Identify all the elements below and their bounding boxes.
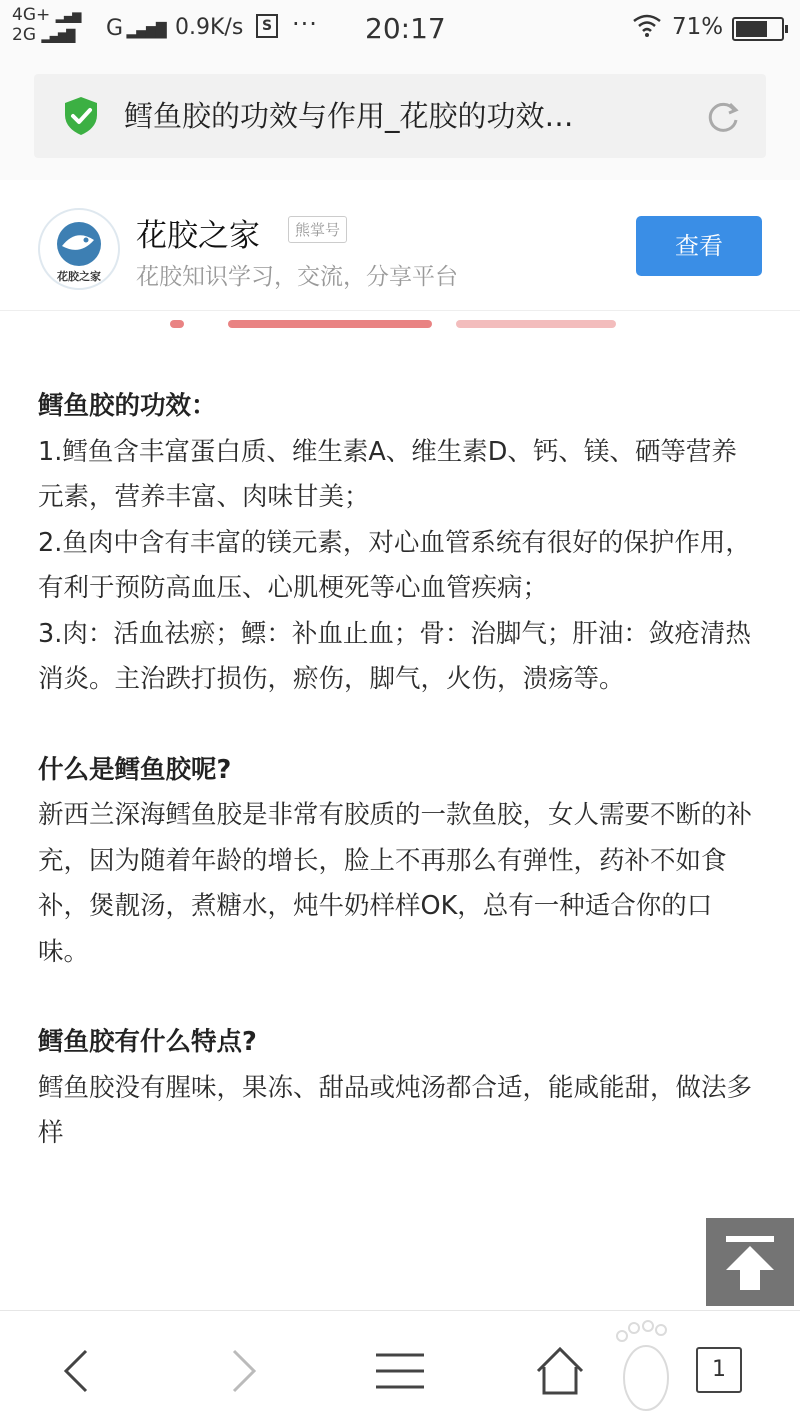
view-button[interactable]: 查看 bbox=[636, 216, 762, 276]
battery-percent: 71% bbox=[672, 14, 724, 40]
more-notifications-icon: ··· bbox=[292, 10, 318, 38]
network-2g-label: 2G bbox=[12, 25, 36, 45]
address-bar[interactable] bbox=[34, 74, 766, 158]
logo-text: 花胶之家 bbox=[57, 270, 101, 283]
account-name[interactable]: 花胶之家 bbox=[136, 218, 260, 254]
decorative-smudge bbox=[456, 320, 616, 328]
carrier-signal: G ▂▄▆█ bbox=[106, 16, 166, 41]
decorative-smudge bbox=[228, 320, 432, 328]
section-paragraph: 2.鱼肉中含有丰富的镁元素，对心血管系统有很好的保护作用，有利于预防高血压、心肌梗死等心血管疾病； bbox=[38, 527, 751, 603]
battery-fill bbox=[736, 21, 767, 37]
page-title[interactable]: 鳕鱼胶的功效与作用_花胶的功效… bbox=[124, 99, 574, 133]
wifi-icon bbox=[632, 13, 662, 43]
network-indicator: 4G+ ▂▄▆ 2G ▂▄▆█ bbox=[12, 5, 81, 45]
section-paragraph: 新西兰深海鳕鱼胶是非常有胶质的一款鱼胶，女人需要不断的补充，因为随着年龄的增长，脸上不再那么有弹性，药补不如食补，煲靓汤，煮糖水，炖牛奶样样OK，总有一种适合你的口味。 bbox=[38, 800, 753, 967]
section-heading: 鳕鱼胶有什么特点? bbox=[38, 1027, 257, 1057]
status-bar bbox=[0, 0, 800, 60]
browser-toolbar bbox=[0, 60, 800, 180]
account-header bbox=[0, 180, 800, 311]
carrier-label: G bbox=[106, 16, 124, 41]
section-heading: 什么是鳕鱼胶呢? bbox=[38, 754, 232, 785]
network-speed: 0.9K/s bbox=[175, 15, 244, 40]
decorative-smudge bbox=[170, 320, 184, 328]
section-paragraph: 1.鳕鱼含丰富蛋白质、维生素A、维生素D、钙、镁、硒等营养元素，营养丰富、肉味甘美； bbox=[38, 436, 737, 512]
account-logo[interactable] bbox=[38, 208, 120, 290]
article-content bbox=[38, 384, 760, 1157]
s-app-icon: S bbox=[256, 14, 278, 38]
section-paragraph: 鳕鱼胶没有腥味，果冻、甜品或炖汤都合适，能咸能甜，做法多样 bbox=[38, 1072, 753, 1148]
footprint-watermark-icon bbox=[596, 1316, 686, 1416]
forward-arrow-icon[interactable] bbox=[212, 1341, 272, 1401]
reload-icon[interactable] bbox=[704, 98, 742, 136]
arrow-up-to-top-icon bbox=[706, 1218, 794, 1306]
back-arrow-icon[interactable] bbox=[48, 1341, 108, 1401]
clock: 20:17 bbox=[365, 12, 446, 45]
article bbox=[0, 310, 800, 1310]
tabs-icon[interactable]: 1 bbox=[696, 1347, 742, 1393]
section-heading: 鳕鱼胶的功效： bbox=[38, 391, 217, 421]
section-paragraph: 3.肉：活血祛瘀；鳔：补血止血；骨：治脚气；肝油：敛疮清热消炎。主治跌打损伤，瘀伤，脚气，火伤，溃疡等。 bbox=[38, 618, 751, 694]
battery-icon bbox=[732, 17, 784, 41]
home-icon[interactable] bbox=[530, 1341, 590, 1401]
fish-logo-icon bbox=[40, 210, 118, 288]
back-to-top-button[interactable] bbox=[706, 1218, 794, 1306]
network-4g-label: 4G+ bbox=[12, 5, 51, 25]
account-tag-badge: 熊掌号 bbox=[288, 216, 347, 243]
secure-shield-icon bbox=[62, 96, 100, 136]
menu-icon[interactable] bbox=[370, 1341, 430, 1401]
account-subtitle: 花胶知识学习，交流，分享平台 bbox=[136, 264, 458, 290]
